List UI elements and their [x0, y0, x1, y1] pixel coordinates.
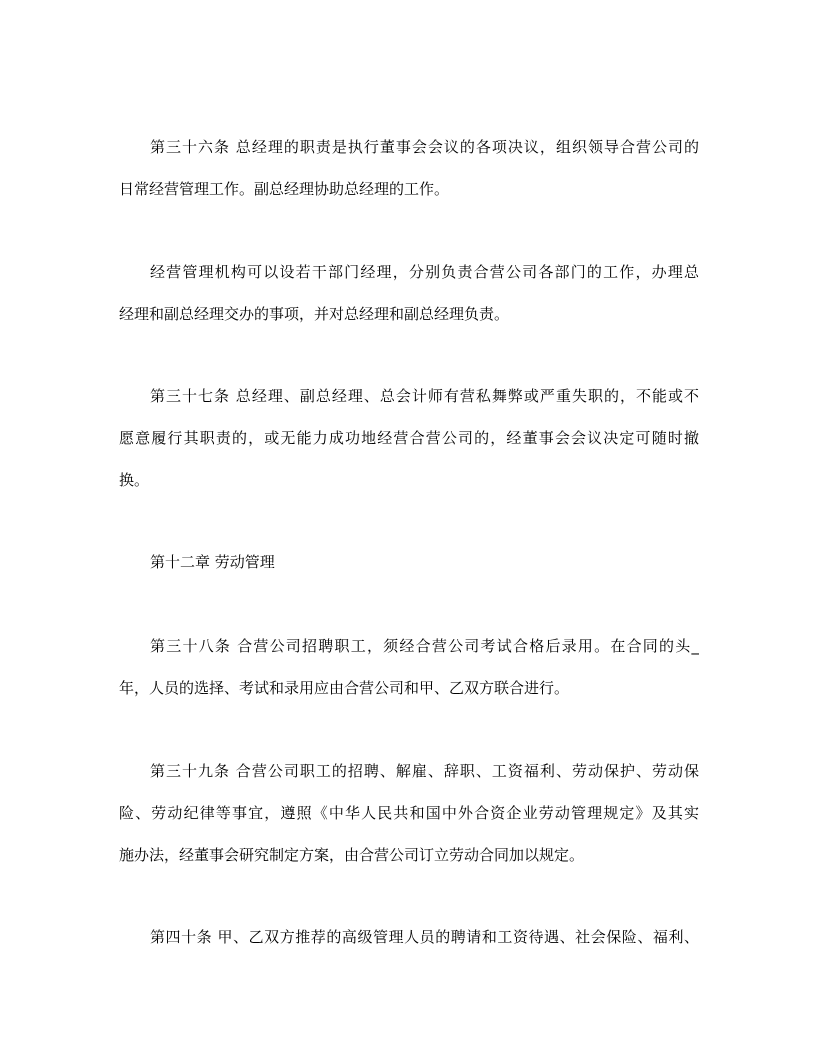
paragraph-article-39-line-3: 施办法，经董事会研究制定方案，由合营公司订立劳动合同加以规定。 — [119, 846, 585, 864]
paragraph-article-36-line-1: 第三十六条 总经理的职责是执行董事会会议的各项决议，组织领导合营公司的 — [150, 138, 699, 156]
paragraph-departments-line-1: 经营管理机构可以设若干部门经理，分别负责合营公司各部门的工作，办理总 — [150, 263, 699, 281]
paragraph-article-39-line-2: 险、劳动纪律等事宜，遵照《中华人民共和国中外合资企业劳动管理规定》及其实 — [119, 804, 699, 822]
paragraph-article-39-line-1: 第三十九条 合营公司职工的招聘、解雇、辞职、工资福利、劳动保护、劳动保 — [150, 762, 699, 780]
paragraph-departments-line-2: 经理和副总经理交办的事项，并对总经理和副总经理负责。 — [119, 305, 510, 323]
chapter-12-heading: 第十二章 劳动管理 — [150, 553, 275, 571]
paragraph-article-38-line-2: 年，人员的选择、考试和录用应由合营公司和甲、乙双方联合进行。 — [119, 679, 570, 697]
paragraph-article-36-line-2: 日常经营管理工作。副总经理协助总经理的工作。 — [119, 180, 450, 198]
paragraph-article-40-line-1: 第四十条 甲、乙双方推荐的高级管理人员的聘请和工资待遇、社会保险、福利、 — [150, 928, 699, 946]
paragraph-article-37-line-1: 第三十七条 总经理、副总经理、总会计师有营私舞弊或严重失职的，不能或不 — [150, 387, 699, 405]
paragraph-article-38-line-1: 第三十八条 合营公司招聘职工，须经合营公司考试合格后录用。在合同的头_ — [150, 637, 699, 655]
paragraph-article-37-line-3: 换。 — [119, 471, 150, 489]
paragraph-article-37-line-2: 愿意履行其职责的，或无能力成功地经营合营公司的，经董事会会议决定可随时撤 — [119, 429, 699, 447]
